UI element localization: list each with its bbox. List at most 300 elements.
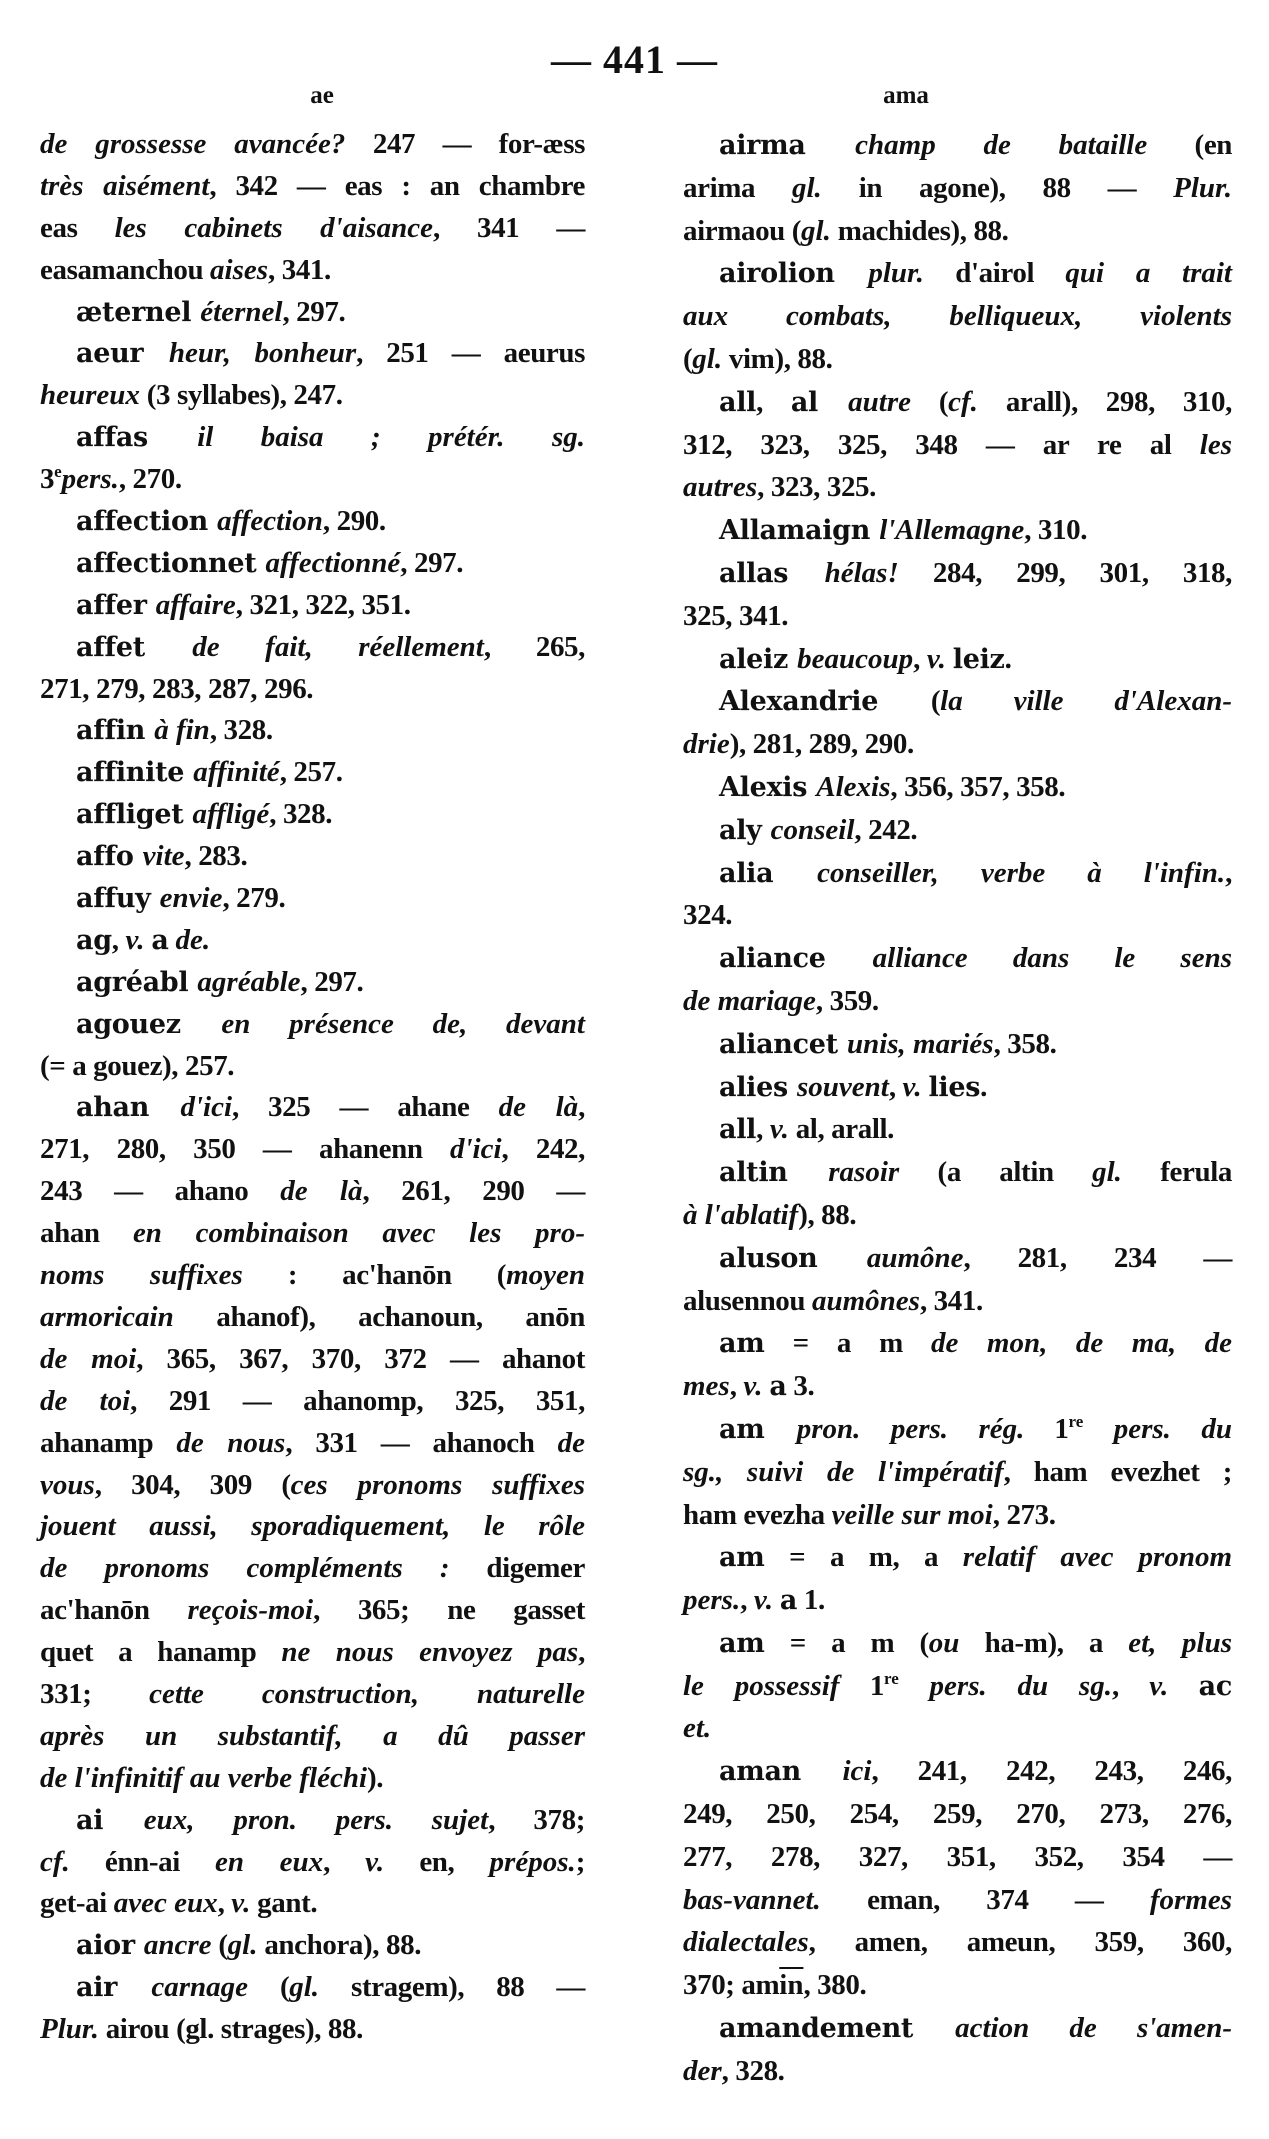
definition-text: gl. (289, 1971, 320, 2004)
headword: ai (76, 1804, 144, 1836)
entry-text: stragem), 88 — (319, 1971, 585, 2004)
entry-text: , 273. (992, 1498, 1056, 1531)
definition-text: armoricain (40, 1300, 174, 1333)
entry-text: 1 (839, 1669, 884, 1702)
entry-line (683, 1066, 1232, 1109)
entry-text: re (1068, 1411, 1084, 1431)
definition-text: de pronoms compléments : (40, 1552, 450, 1585)
dictionary-entry (683, 852, 1232, 938)
headword: allas (719, 557, 825, 589)
definition-text: pers. (61, 463, 119, 496)
entry-text: , (756, 1113, 770, 1146)
entry-text: alusennou (683, 1284, 812, 1317)
entry-line (40, 878, 585, 920)
definition-text: de moi (40, 1342, 137, 1375)
entry-text: airmaou ( (683, 214, 802, 247)
definition-text: envie (159, 882, 223, 915)
entry-text: , 331 — ahanoch (285, 1426, 558, 1459)
entry-text: (a altin (899, 1156, 1093, 1189)
entry-text: , 281, 234 — (963, 1241, 1232, 1274)
dictionary-entry (683, 124, 1232, 252)
definition-text: pron. pers. rég. (796, 1412, 1025, 1445)
entry-text (946, 643, 953, 675)
entry-text: , 283. (184, 840, 248, 873)
entry-text: al, arall. (788, 1113, 895, 1146)
entry-text: ; (575, 1845, 586, 1878)
headword: leiz (952, 643, 1005, 675)
entry-text: , 304, 309 ( (94, 1468, 291, 1501)
entry-line (40, 1339, 585, 1381)
headword: affection (76, 506, 218, 538)
definition-text: eux, pron. pers. sujet (143, 1803, 489, 1836)
headword: aliance (719, 943, 873, 975)
headword: alies (719, 1071, 797, 1103)
entry-line (683, 766, 1232, 809)
entry-line (683, 466, 1232, 509)
definition-text: v. (231, 1887, 251, 1920)
definition-text: affection (217, 505, 323, 538)
entry-line (40, 124, 585, 166)
entry-line (683, 1494, 1232, 1537)
entry-text: = a m ( (764, 1626, 929, 1659)
definition-text: vous (40, 1468, 95, 1501)
entry-text: quet a hanamp (40, 1636, 282, 1669)
headword: affas (76, 422, 198, 454)
dictionary-entry (683, 809, 1232, 852)
definition-text: cf. (948, 385, 978, 418)
entry-text: gant. (250, 1887, 318, 1920)
entry-line (683, 1579, 1232, 1622)
dictionary-entry (40, 920, 585, 962)
entry-text: , (323, 1845, 366, 1878)
entry-line (683, 980, 1232, 1023)
entry-line (40, 1883, 585, 1925)
headword: airolion (719, 258, 869, 290)
entry-line (683, 509, 1232, 552)
dictionary-entry (683, 252, 1232, 380)
entry-line (40, 1548, 585, 1590)
definition-text: prépos. (489, 1845, 576, 1878)
headword: aliancet (719, 1028, 847, 1060)
entry-line (40, 962, 585, 1004)
headword: ac (1198, 1670, 1233, 1702)
entry-text: , (1225, 856, 1232, 889)
entry-text: , 341. (919, 1284, 983, 1317)
entry-text: (= a gouez), 257. (40, 1049, 235, 1082)
page-number: — 441 — (551, 37, 718, 82)
entry-text (773, 1584, 780, 1616)
dictionary-entry (40, 627, 585, 711)
definition-text: très aisément (40, 169, 210, 202)
dictionary-entry (683, 552, 1232, 638)
dictionary-entry (40, 501, 585, 543)
dictionary-entry (40, 417, 585, 501)
headword: lies (928, 1071, 981, 1103)
entry-text: , (578, 1091, 585, 1124)
right-column (683, 124, 1232, 2093)
definition-text: action de s'amen- (955, 2012, 1233, 2045)
definition-text: bas-vannet. (683, 1883, 821, 1916)
definition-text: reçois-moi (187, 1594, 314, 1627)
entry-text: , (578, 1636, 586, 1669)
entry-text: eas (40, 211, 115, 244)
entry-line (40, 166, 585, 208)
entry-text: 271, 280, 350 — ahanenn (40, 1133, 450, 1166)
entry-line (40, 836, 585, 878)
dictionary-entry (40, 585, 585, 627)
entry-text: 249, 250, 254, 259, 270, 273, 276, (683, 1798, 1232, 1831)
entry-line (683, 1921, 1232, 1964)
entry-line (683, 295, 1232, 338)
dictionary-entry (683, 937, 1232, 1023)
definition-text: gl. (227, 1929, 258, 1962)
entry-line (683, 1665, 1232, 1708)
entry-text: vim), 88. (722, 342, 833, 375)
entry-text: (3 syllabes), 247. (139, 379, 343, 412)
entry-line (40, 1925, 585, 1967)
entry-line (40, 1297, 585, 1339)
definition-text: aumônes (811, 1284, 920, 1317)
entry-text: , 328. (269, 798, 333, 831)
headword: all (719, 386, 757, 418)
entry-line (683, 552, 1232, 595)
dictionary-entry (40, 124, 585, 292)
definition-text: beaucoup (797, 642, 914, 675)
entry-line (683, 1964, 1232, 2007)
definition-text: conseil (770, 813, 855, 846)
entry-text: eman, 374 — (820, 1883, 1150, 1916)
headword: air (76, 1972, 152, 2004)
dictionary-entry (40, 1967, 585, 2051)
entry-text: : ac'hanōn ( (242, 1259, 507, 1292)
entry-line (40, 208, 585, 250)
entry-text: ). (367, 1761, 384, 1794)
dictionary-entry (40, 836, 585, 878)
definition-text: aises (210, 253, 269, 286)
headword: Alexandrie (719, 686, 931, 718)
entry-text: , (740, 1584, 754, 1617)
entry-text: , 341. (268, 253, 331, 286)
entry-text: , 297. (282, 295, 346, 328)
entry-line (40, 710, 585, 752)
definition-text: hélas! (824, 556, 899, 589)
entry-text: 1 (1024, 1412, 1069, 1445)
entry-line (40, 585, 585, 627)
entry-line (40, 1087, 585, 1129)
definition-text: les (1199, 428, 1232, 461)
entry-line (683, 680, 1232, 723)
dictionary-entry (40, 1004, 585, 1088)
entry-line (40, 1255, 585, 1297)
definition-text: ou (928, 1626, 960, 1659)
entry-line (40, 2009, 585, 2051)
definition-text: noms suffixes (40, 1259, 243, 1292)
headword: a (769, 1371, 787, 1403)
entry-line (40, 292, 585, 334)
definition-text: pers. (683, 1584, 741, 1617)
definition-text: v. (926, 642, 946, 675)
entry-text: énn-ai (69, 1845, 216, 1878)
headword: a (779, 1585, 798, 1617)
definition-text: agréable (197, 965, 301, 998)
entry-text: , 310. (1024, 514, 1088, 547)
entry-text: $\overline{in}$ (779, 1969, 804, 2002)
dictionary-entry (40, 1925, 585, 1967)
dictionary-entry (683, 1108, 1232, 1151)
entry-line (683, 894, 1232, 937)
entry-text: , 270. (118, 463, 182, 496)
definition-text: mes (683, 1370, 730, 1403)
dictionary-entry (40, 543, 585, 585)
entry-line (683, 1879, 1232, 1922)
entry-line (683, 1622, 1232, 1665)
entry-line (40, 501, 585, 543)
entry-line (40, 1213, 585, 1255)
entry-line (40, 333, 585, 375)
definition-text: à l'ablatif (683, 1198, 799, 1231)
entry-line (40, 920, 585, 962)
entry-text: ), 281, 289, 290. (729, 728, 914, 761)
entry-line (683, 1194, 1232, 1237)
definition-text: de mariage (683, 984, 816, 1017)
definition-text: en combinaison avec les pro- (132, 1217, 585, 1250)
definition-text: ancre (143, 1929, 212, 1962)
entry-text: in agone), 88 — (821, 171, 1174, 204)
entry-text: , 290. (322, 505, 386, 538)
definition-text: de (557, 1426, 586, 1459)
entry-text: , amen, ameun, 359, 360, (808, 1926, 1232, 1959)
entry-text: digemer (449, 1552, 585, 1585)
headword: affet (76, 631, 193, 663)
entry-text (1168, 1670, 1198, 1702)
entry-line (683, 1750, 1232, 1793)
entry-text: , 365; ne gasset (313, 1594, 585, 1627)
entry-line (683, 124, 1232, 167)
headword: amandement (719, 2013, 956, 2045)
entry-text: , 257. (279, 756, 343, 789)
entry-text: , (111, 923, 126, 956)
dictionary-entry (683, 1322, 1232, 1408)
entry-text: = a m, a (764, 1541, 963, 1574)
entry-text: , 341 — (432, 211, 586, 244)
left-column (40, 124, 585, 2051)
dictionary-entry (40, 710, 585, 752)
definition-text: en présence de, devant (221, 1007, 585, 1040)
definition-text: v. (365, 1845, 385, 1878)
dictionary-entry (683, 1151, 1232, 1237)
definition-text: v. (125, 923, 145, 956)
definition-text: v. (743, 1370, 763, 1403)
definition-text: cf. (40, 1845, 70, 1878)
headword: am (719, 1328, 765, 1360)
left-column-header: ae (310, 82, 334, 109)
entry-text: 3 (40, 463, 55, 496)
entry-text: , 241, 242, 243, 246, (871, 1755, 1232, 1788)
right-column-header: ama (883, 82, 929, 109)
headword: airma (719, 130, 856, 161)
entry-text: , 365, 367, 370, 372 — ahanot (136, 1342, 585, 1375)
headword: aeur (76, 338, 169, 370)
entry-line (683, 1237, 1232, 1280)
entry-text: get-ai (40, 1887, 114, 1920)
dictionary-entry (683, 2007, 1232, 2093)
definition-text: de. (175, 923, 211, 956)
dictionary-entry (40, 1087, 585, 1799)
entry-line (683, 723, 1232, 766)
entry-text: 271, 279, 283, 287, 296. (40, 672, 314, 705)
entry-text: , 321, 322, 351. (235, 588, 411, 621)
headword: Alexis (719, 771, 817, 803)
entry-line (683, 1793, 1232, 1836)
entry-line (40, 1465, 585, 1507)
entry-line (40, 752, 585, 794)
entry-line (40, 417, 585, 459)
headword: al (790, 386, 849, 418)
definition-text: conseiller, verbe à l'infin. (817, 856, 1226, 889)
entry-text: . (1004, 642, 1012, 675)
entry-line (40, 1967, 585, 2009)
entry-line (683, 167, 1232, 210)
entry-line (40, 1632, 585, 1674)
entry-text: re (883, 1668, 899, 1688)
definition-text: après un substantif, a dû passer (40, 1719, 585, 1752)
entry-line (683, 381, 1232, 424)
entry-text: ( (211, 1929, 228, 1962)
dictionary-entry (40, 878, 585, 920)
dictionary-entry (683, 381, 1232, 509)
entry-line (683, 210, 1232, 253)
entry-text: , 261, 290 — (362, 1175, 585, 1208)
entry-line (683, 937, 1232, 980)
entry-line (40, 1842, 585, 1884)
entry-text: arima (683, 171, 792, 204)
definition-text: Plur. (1173, 171, 1232, 204)
headword: affer (76, 589, 156, 621)
dictionary-entry (683, 638, 1232, 681)
entry-text: 243 — ahano (40, 1175, 281, 1208)
dictionary-entry (683, 1023, 1232, 1066)
definition-text: v. (769, 1113, 789, 1146)
entry-line (683, 1322, 1232, 1365)
definition-text: de grossesse avancée? (40, 128, 346, 160)
entry-text: , 323, 325. (757, 471, 876, 504)
headword: am (719, 1413, 797, 1445)
entry-text: machides), 88. (830, 214, 1009, 247)
entry-line (40, 627, 585, 669)
entry-text: , 251 — aeurus (356, 337, 586, 370)
entry-text: , 242, (501, 1133, 585, 1166)
dictionary-entry (40, 794, 585, 836)
definition-text: ici (842, 1755, 872, 1788)
definition-text: heureux (40, 379, 140, 412)
entry-text: , 380. (803, 1969, 867, 2002)
definition-text: veille sur moi (831, 1498, 993, 1531)
definition-text: de nous (176, 1426, 286, 1459)
entry-text: 324. (683, 899, 733, 932)
dictionary-entry (683, 1066, 1232, 1109)
entry-text: = a m (764, 1327, 931, 1360)
definition-text: les cabinets d'aisance (114, 211, 433, 244)
entry-line (40, 669, 585, 711)
entry-text: arall), 298, 310, (977, 385, 1232, 418)
entry-line (683, 1151, 1232, 1194)
entry-line (40, 1674, 585, 1716)
entry-text: easamanchou (40, 253, 211, 286)
entry-line (40, 375, 585, 417)
entry-text: , (888, 1070, 903, 1103)
definition-text: qui a trait (1065, 257, 1232, 290)
entry-text: , 328. (721, 2054, 785, 2087)
definition-text: autres (683, 471, 758, 504)
headword: aleiz (719, 643, 798, 675)
entry-line (40, 1129, 585, 1171)
entry-line (683, 638, 1232, 681)
entry-line (683, 852, 1232, 895)
definition-text: drie (683, 728, 730, 761)
definition-text: unis, mariés (846, 1027, 994, 1060)
entry-text: anchora), 88. (257, 1929, 422, 1962)
entry-line (683, 1108, 1232, 1151)
entry-text: 370; am (683, 1969, 780, 2002)
headword: alia (719, 857, 818, 889)
entry-line (683, 1707, 1232, 1750)
definition-text: autre (848, 385, 911, 418)
entry-line (683, 2007, 1232, 2050)
headword: agouez (76, 1008, 222, 1040)
definition-text: pers. du (1083, 1412, 1232, 1445)
definition-text: jouent aussi, sporadiquement, le rôle (40, 1510, 585, 1543)
definition-text: vite (142, 840, 185, 873)
entry-text: , 297. (400, 546, 464, 579)
entry-line (683, 1451, 1232, 1494)
headword: am (719, 1627, 765, 1659)
entry-line (40, 1800, 585, 1842)
entry-text: , ham evezhet ; (1003, 1455, 1232, 1488)
dictionary-entry (40, 962, 585, 1004)
headword: ag (76, 924, 112, 956)
entry-text: ham evezha (683, 1498, 832, 1531)
entry-line (683, 1836, 1232, 1879)
entry-text: 331; (40, 1677, 150, 1710)
headword: affinite (76, 757, 194, 789)
definition-text: carnage (151, 1971, 248, 2004)
definition-text: dialectales (683, 1926, 809, 1959)
entry-text: , (913, 642, 927, 675)
entry-text: ha-m), a (959, 1626, 1129, 1659)
headword: aluson (719, 1242, 867, 1274)
entry-text: , 291 — ahanomp, 325, 351, (130, 1384, 585, 1417)
entry-text: , 325 — ahane (232, 1091, 499, 1124)
definition-text: d'ici (180, 1091, 233, 1124)
definition-text: aumône (866, 1241, 964, 1274)
definition-text: der (683, 2054, 722, 2087)
entry-line (683, 595, 1232, 638)
dictionary-entry (683, 680, 1232, 766)
dictionary-entry (683, 1622, 1232, 1750)
definition-text: plur. (868, 257, 924, 290)
entry-line (40, 250, 585, 292)
entry-text: airou (gl. strages), 88. (98, 2013, 363, 2046)
entry-text: , 359. (815, 984, 879, 1017)
definition-text: gl. (692, 342, 723, 375)
dictionary-entry (683, 1408, 1232, 1536)
entry-line (40, 543, 585, 585)
definition-text: il baisa ; prétér. sg. (197, 421, 585, 454)
entry-text: 1. (797, 1584, 825, 1617)
definition-text: affinité (193, 756, 280, 789)
entry-text: , (217, 1887, 232, 1920)
entry-text: , 356, 357, 358. (890, 770, 1066, 803)
